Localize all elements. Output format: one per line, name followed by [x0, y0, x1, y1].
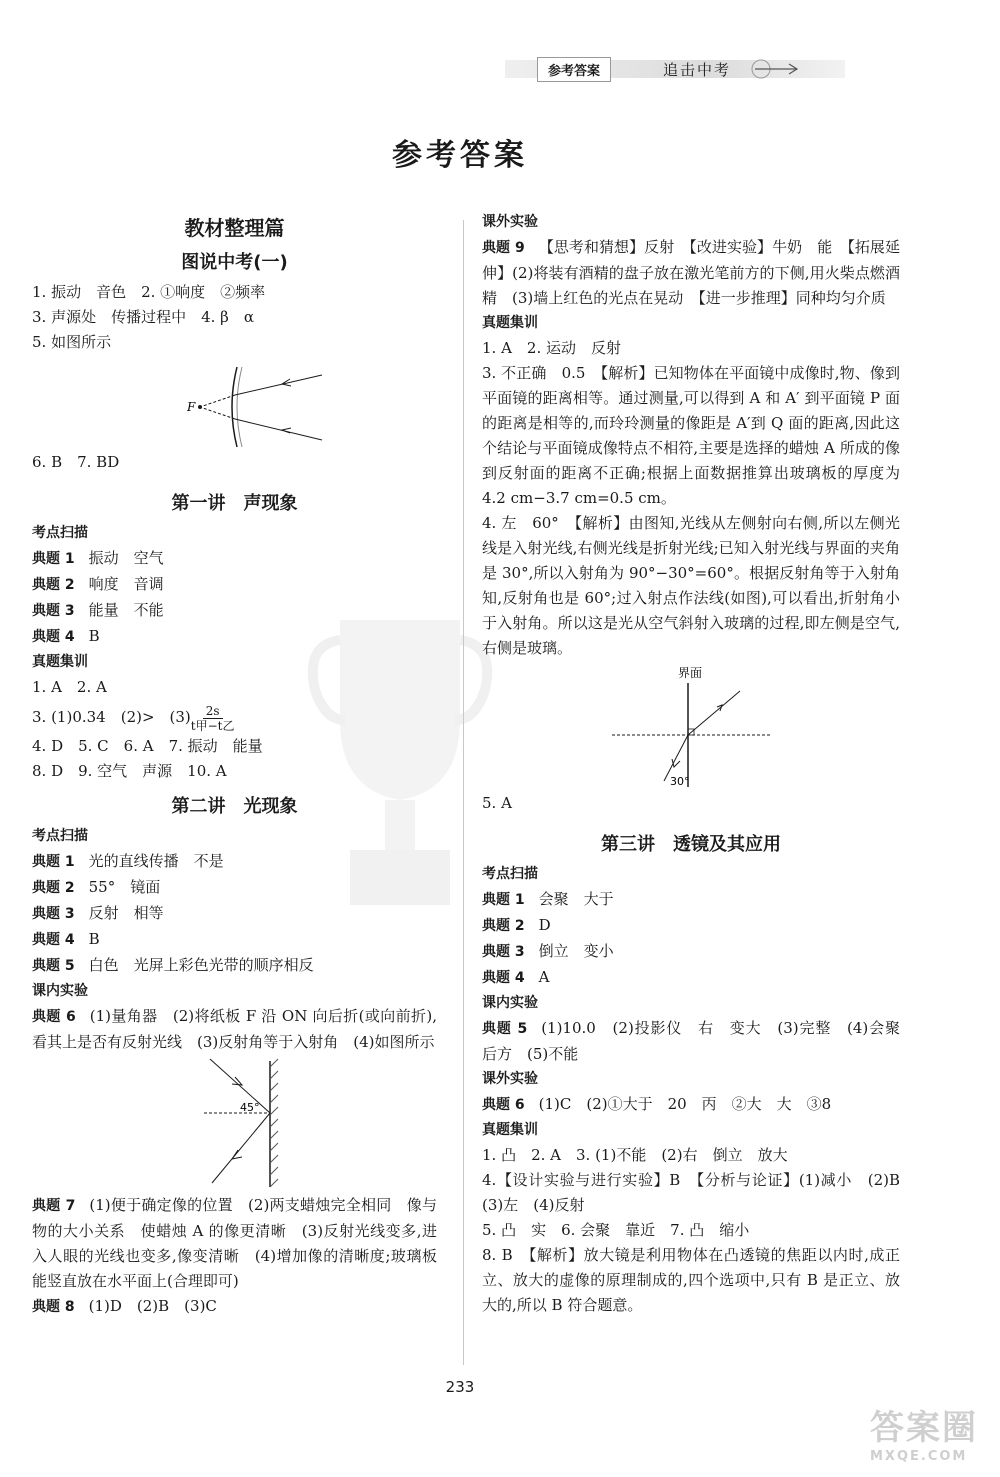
- answer-line-fraction: 3. (1)0.34 (2)> (3) $\frac{2s}{\text{t甲−t乙}}$: [32, 703, 235, 733]
- answer-paragraph: 4. 左 60° 【解析】由图知,光线从左侧射向右侧,所以左侧光线是入射光线,右侧光线是折射光线;已知入射光线与界面的夹角是 30°,所以入射角为 90°−30°=60°。根据反射角等于入射角知,反射角也是 60°;过入射点作法线(如图),可以看出,折射角小于入射角。所以这是光从空气斜射入玻璃的过程,即左侧是空气,右侧是玻璃。: [482, 514, 900, 657]
- answer-line: 4. D 5. C 6. A 7. 振动 能量: [32, 737, 263, 755]
- answer-item: 典题 3 倒立 变小: [482, 942, 614, 960]
- answer-item: 典题 1 振动 空气: [32, 549, 164, 567]
- answer-paragraph: 典题 6 (1)量角器 (2)将纸板 F 沿 ON 向后折(或向前折),看其上是否有反射光线 (3)反射角等于入射角 (4)如图所示: [32, 1007, 437, 1051]
- answer-item: 典题 1 光的直线传播 不是: [32, 852, 224, 870]
- header-label: 参考答案: [537, 57, 611, 82]
- answer-item: 典题 3 能量 不能: [32, 601, 164, 619]
- answer-line: 1. 凸 2. A 3. (1)不能 (2)右 倒立 放大: [482, 1146, 788, 1164]
- watermark-logo-text: 答案圈: [870, 1408, 978, 1448]
- left-column: [32, 210, 437, 1320]
- page-header: [505, 54, 895, 84]
- subsection-kewai: 课外实验: [482, 1071, 538, 1087]
- answer-paragraph: 典题 5 (1)10.0 (2)投影仪 右 变大 (3)完整 (4)会聚 后方 (5)不能: [482, 1019, 916, 1063]
- subsection-zhenti: 真题集训: [32, 654, 88, 670]
- part-title: 教材整理篇: [184, 216, 285, 240]
- page-number: 233: [445, 1378, 475, 1396]
- right-column: [482, 210, 916, 1318]
- answer-item: 典题 2 D: [482, 916, 551, 934]
- subsection-kenei: 课内实验: [482, 995, 538, 1011]
- subsection-zhenti: 真题集训: [482, 315, 538, 331]
- plane-mirror-figure: [32, 1055, 437, 1193]
- subsection-kaodian: 考点扫描: [32, 525, 88, 541]
- answer-line: 1. 振动 音色 2. ①响度 ②频率: [32, 283, 266, 301]
- watermark-url: MXQE.COM: [870, 1449, 968, 1464]
- subsection-kaodian: 考点扫描: [32, 828, 88, 844]
- answer-item: 典题 5 白色 光屏上彩色光带的顺序相反: [32, 956, 314, 974]
- answer-paragraph: 3. 不正确 0.5 【解析】已知物体在平面镜中成像时,物、像到平面镜的距离相等。通过测量,可以得到 A 和 A′ 到平面镜 P 面的距离是相等的,而玲玲测量的像距是 A′到 Q 面的距离,因此这个结论与平面镜成像特点不相符,主要是选择的蜡烛 A 所成的像到反射面的距离不正确;根据上面数据推算出玻璃板的厚度为 4.2 cm−3.7 cm=0.5 cm。: [482, 364, 900, 507]
- answer-line: 5. A: [482, 794, 512, 812]
- fraction: $\frac{2s}{\text{t甲−t乙}}$: [190, 703, 235, 733]
- section-title-sound: 第一讲 声现象: [171, 493, 298, 514]
- answer-line: 3. 声源处 传播过程中 4. β α: [32, 308, 254, 326]
- answer-item: 典题 6 (1)C (2)①大于 20 丙 ②大 大 ③8: [482, 1095, 832, 1113]
- subsection-kewai: 课外实验: [482, 214, 538, 230]
- answer-item: 典题 4 A: [482, 968, 550, 986]
- column-divider: [463, 220, 464, 1365]
- answer-line: 1. A 2. 运动 反射: [482, 339, 621, 357]
- answer-paragraph: 4.【设计实验与进行实验】B 【分析与论证】(1)减小 (2)B (3)左 (4)反射: [482, 1171, 916, 1214]
- subsection-zhenti: 真题集训: [482, 1122, 538, 1138]
- answer-item: 典题 8 (1)D (2)B (3)C: [32, 1297, 217, 1315]
- concave-mirror-figure: [32, 355, 437, 450]
- answer-line: 6. B 7. BD: [32, 453, 120, 471]
- answer-paragraph: 典题 9 【思考和猜想】反射 【改进实验】牛奶 能 【拓展延伸】(2)将装有酒精的盘子放在激光笔前方的下侧,用火柴点燃酒精 (3)墙上红色的光点在晃动 【进一步推理】同种均匀介质: [482, 238, 900, 307]
- answer-item: 典题 3 反射 相等: [32, 904, 164, 922]
- answer-item: 典题 2 55° 镜面: [32, 878, 161, 896]
- subsection-kenei: 课内实验: [32, 983, 88, 999]
- answer-item: 典题 4 B: [32, 627, 100, 645]
- answer-line: 5. 凸 实 6. 会聚 靠近 7. 凸 缩小: [482, 1221, 750, 1239]
- site-watermark: [870, 1400, 995, 1470]
- angle-label: 30°: [670, 775, 690, 788]
- header-brand: 追击中考: [663, 60, 732, 79]
- arrow-ornament-icon: [749, 58, 799, 80]
- page-title: 参考答案: [392, 138, 528, 173]
- answer-item: 典题 1 会聚 大于: [482, 890, 614, 908]
- answer-item: 典题 2 响度 音调: [32, 575, 164, 593]
- answer-paragraph: 8. B 【解析】放大镜是利用物体在凸透镜的焦距以内时,成正立、放大的虚像的原理制成的,四个选项中,只有 B 是正立、放大的,所以 B 符合题意。: [482, 1246, 900, 1314]
- focus-label: F: [187, 400, 196, 414]
- answer-paragraph: 典题 7 (1)便于确定像的位置 (2)两支蜡烛完全相同 像与物的大小关系 使蜡烛 A 的像更清晰 (3)反射光线变多,进入人眼的光线也变多,像变清晰 (4)增加像的清晰度;玻璃板能竖直放在水平面上(合理即可): [32, 1196, 437, 1290]
- answer-line: 1. A 2. A: [32, 678, 107, 696]
- angle-label: 45°: [240, 1101, 260, 1114]
- answer-item: 典题 4 B: [32, 930, 100, 948]
- refraction-figure: [482, 661, 900, 791]
- answer-line: 5. 如图所示: [32, 333, 112, 351]
- section-title-tushuo: 图说中考(一): [181, 252, 288, 273]
- answer-line: 8. D 9. 空气 声源 10. A: [32, 762, 227, 780]
- section-title-lens: 第三讲 透镜及其应用: [601, 834, 781, 855]
- subsection-kaodian: 考点扫描: [482, 866, 538, 882]
- section-title-light: 第二讲 光现象: [171, 796, 298, 817]
- interface-label: 界面: [678, 666, 703, 680]
